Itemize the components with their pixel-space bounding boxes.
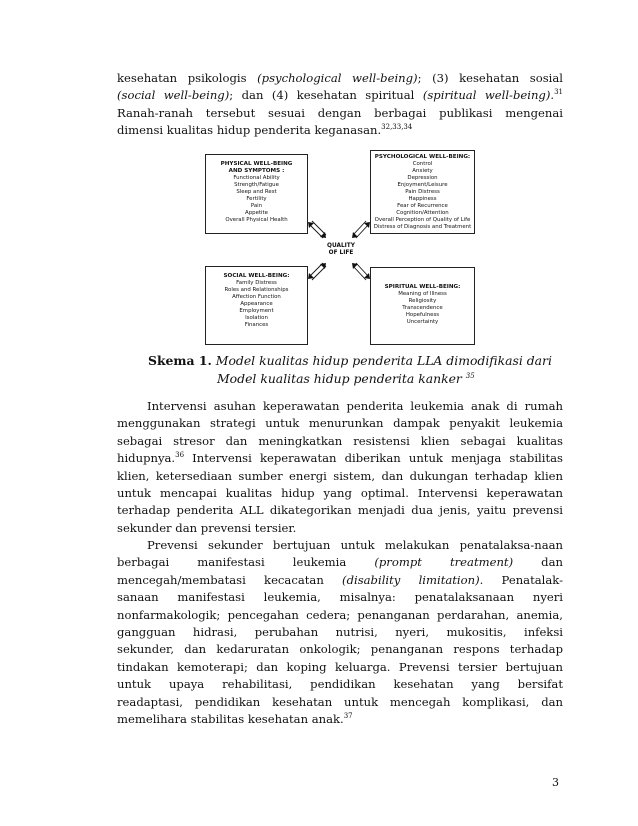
box-item: Finances [244,322,269,328]
center-label: OF LIFE [328,250,354,256]
intro-line: kesehatan psikologis (psychological well-being); (3) kesehatan sosial [117,71,563,85]
spiritual-well-being-box [370,267,475,345]
psychological-title: PSYCHOLOGICAL WELL-BEING: [374,154,471,160]
quality-of-life-diagram [205,150,475,345]
text-line: readaptasi, pendidikan kesehatan untuk mencegah komplikasi, dan [117,694,563,709]
box-item: Overall Physical Health [225,217,288,223]
box-item: Employment [239,308,274,314]
intro-line: Ranah-ranah tersebut sesuai dengan berbagai publikasi mengenai [117,105,563,120]
box-item: Hopefulness [405,312,440,318]
box-item: Appetite [245,210,268,216]
box-item: Depression [407,175,438,181]
intro-line: (social well-being); dan (4) kesehatan spiritual (spiritual well-being).$^{31}$ [117,88,563,103]
text-line: Intervensi asuhan keperawatan penderita leukemia anak di rumah [147,399,563,413]
psychological-well-being-box [370,150,475,234]
text-line: sekunder, dan kedaruratan onkologik; penanganan respons terhadap [117,642,563,657]
box-item: Overall Perception of Quality of Life [374,217,471,223]
text-line: gangguan hidrasi, perubahan nutrisi, nyeri, mukositis, infeksi [117,625,563,640]
physical-title: PHYSICAL WELL-BEING [220,161,293,167]
box-item: Fertility [246,196,267,202]
text-line: terhadap penderita ALL dikategorikan menjadi dua jenis, yaitu prevensi [117,503,563,518]
text-line: hidupnya.$^{36}$ Intervensi keperawatan diberikan untuk menjaga stabilitas [117,451,563,466]
text-line: menggunakan strategi untuk menurunkan dampak penyakit leukemia [117,416,563,431]
caption-line2: Model kualitas hidup penderita kanker $^{35}$ [217,371,475,386]
box-item: Religiosity [408,298,437,304]
text-line: tindakan kemoterapi; dan koping keluarga. Prevensi tersier bertujuan [117,659,563,674]
box-item: Roles and Relationships [224,287,289,293]
text-line: untuk mencapai kualitas hidup yang optimal. Intervensi keperawatan [117,486,563,501]
intro-line: dimensi kualitas hidup penderita keganasan.$^{32,33,34}$ [117,123,413,138]
social-title: SOCIAL WELL-BEING: [223,273,290,279]
box-item: Strength/Fatigue [234,182,279,188]
physical-well-being-box [205,154,308,234]
box-item: Family Distress [236,280,277,286]
text-line: sebagai stresor dan meningkatkan resistensi klien sebagai kualitas [117,433,563,448]
text-line: memelihara stabilitas kesehatan anak.$^{37}$ [117,712,353,727]
physical-title: AND SYMPTOMS : [228,168,285,174]
text-line: berbagai manifestasi leukemia (prompt treatment) dan [117,555,563,570]
box-item: Sleep and Rest [236,189,277,195]
text-line: sekunder dan prevensi tersier. [117,520,297,535]
intro-paragraph [117,70,563,140]
text-line: klien, ketersediaan sumber energi sistem, dan dukungan terhadap klien [117,468,563,483]
box-item: Functional Ability [233,175,280,181]
caption-text: Model kualitas hidup penderita LLA dimodifikasi dari [215,353,552,368]
box-item: Distress of Diagnosis and Treatment [373,224,472,230]
box-item: Affection Function [232,294,281,300]
quality-of-life-center [315,243,367,257]
text-line: sanaan manifestasi leukemia, misalnya: penatalaksanaan nyeri [117,590,563,605]
text-line: untuk upaya rehabilitasi, pendidikan kesehatan yang bersifat [117,677,563,692]
box-item: Pain Distress [405,189,440,195]
box-item: Happiness [408,196,437,202]
spiritual-title: SPIRITUAL WELL-BEING: [384,284,461,290]
box-item: Pain [250,203,263,209]
figure-caption [148,352,568,388]
box-item: Control [412,161,433,167]
box-item: Uncertainty [406,319,439,325]
box-item: Anxiety [412,168,433,174]
center-label: QUALITY [327,243,355,249]
paragraph-1 [117,398,563,537]
paragraph-2 [117,537,563,728]
box-item: Enjoyment/Leisure [397,182,448,188]
text-line: nonfarmakologik; pencegahan cedera; penanganan perdarahan, anemia, [117,607,563,622]
text-line: Prevensi sekunder bertujuan untuk melakukan penatalaksa-naan [147,538,563,552]
box-item: Appearance [240,301,273,307]
box-item: Fear of Recurrence [397,203,448,209]
box-item: Cognition/Attention [396,210,449,216]
page-number: 3 [552,776,559,789]
box-item: Isolation [245,315,268,321]
box-item: Transcendence [402,305,443,311]
caption-label: Skema 1. [148,353,212,368]
box-item: Meaning of Illness [398,291,447,297]
social-well-being-box [205,266,308,345]
text-line: mencegah/membatasi kecacatan (disability limitation). Penatalak- [117,572,564,587]
